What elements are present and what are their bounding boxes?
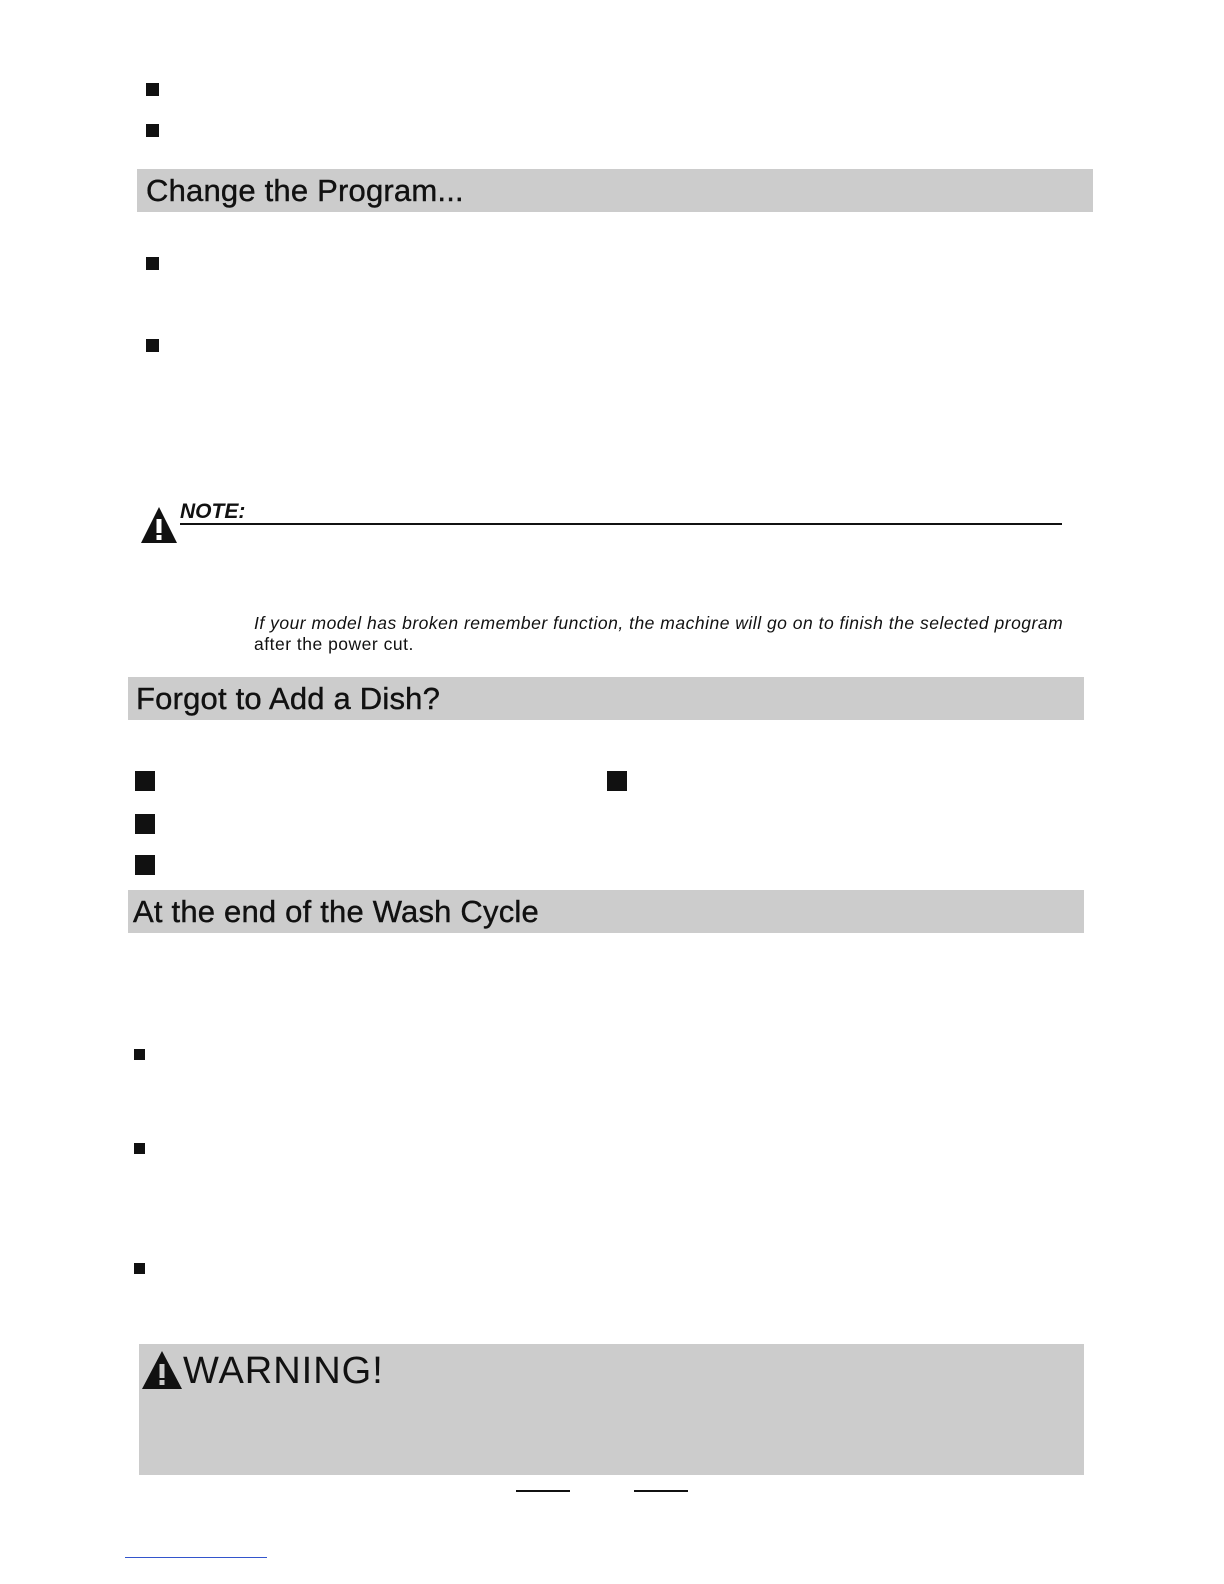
footer-underline [516, 1490, 570, 1492]
list-bullet [134, 1263, 145, 1274]
note-label: NOTE: [180, 500, 246, 523]
list-bullet [134, 1049, 145, 1060]
warning-title: WARNING! [183, 1350, 384, 1392]
list-bullet [146, 339, 159, 352]
list-bullet [146, 124, 159, 137]
section-title-end-wash-cycle: At the end of the Wash Cycle [133, 894, 539, 929]
list-bullet [146, 83, 159, 96]
section-title-change-program: Change the Program... [146, 173, 464, 208]
list-bullet [135, 771, 155, 791]
footer-underline [634, 1490, 688, 1492]
note-text-plain: after the power cut. [254, 634, 414, 654]
link-underline[interactable] [125, 1557, 267, 1558]
warning-triangle-icon [141, 1350, 183, 1390]
note-divider [180, 523, 1062, 525]
section-title-forgot-dish: Forgot to Add a Dish? [136, 681, 441, 716]
warning-triangle-icon [139, 505, 179, 545]
note-text-italic: If your model has broken remember function, the machine will go on to finish the selected program [254, 613, 1064, 633]
list-bullet [146, 257, 159, 270]
list-bullet [135, 855, 155, 875]
list-bullet [607, 771, 627, 791]
list-bullet [135, 814, 155, 834]
list-bullet [134, 1143, 145, 1154]
note-text [254, 613, 1074, 655]
